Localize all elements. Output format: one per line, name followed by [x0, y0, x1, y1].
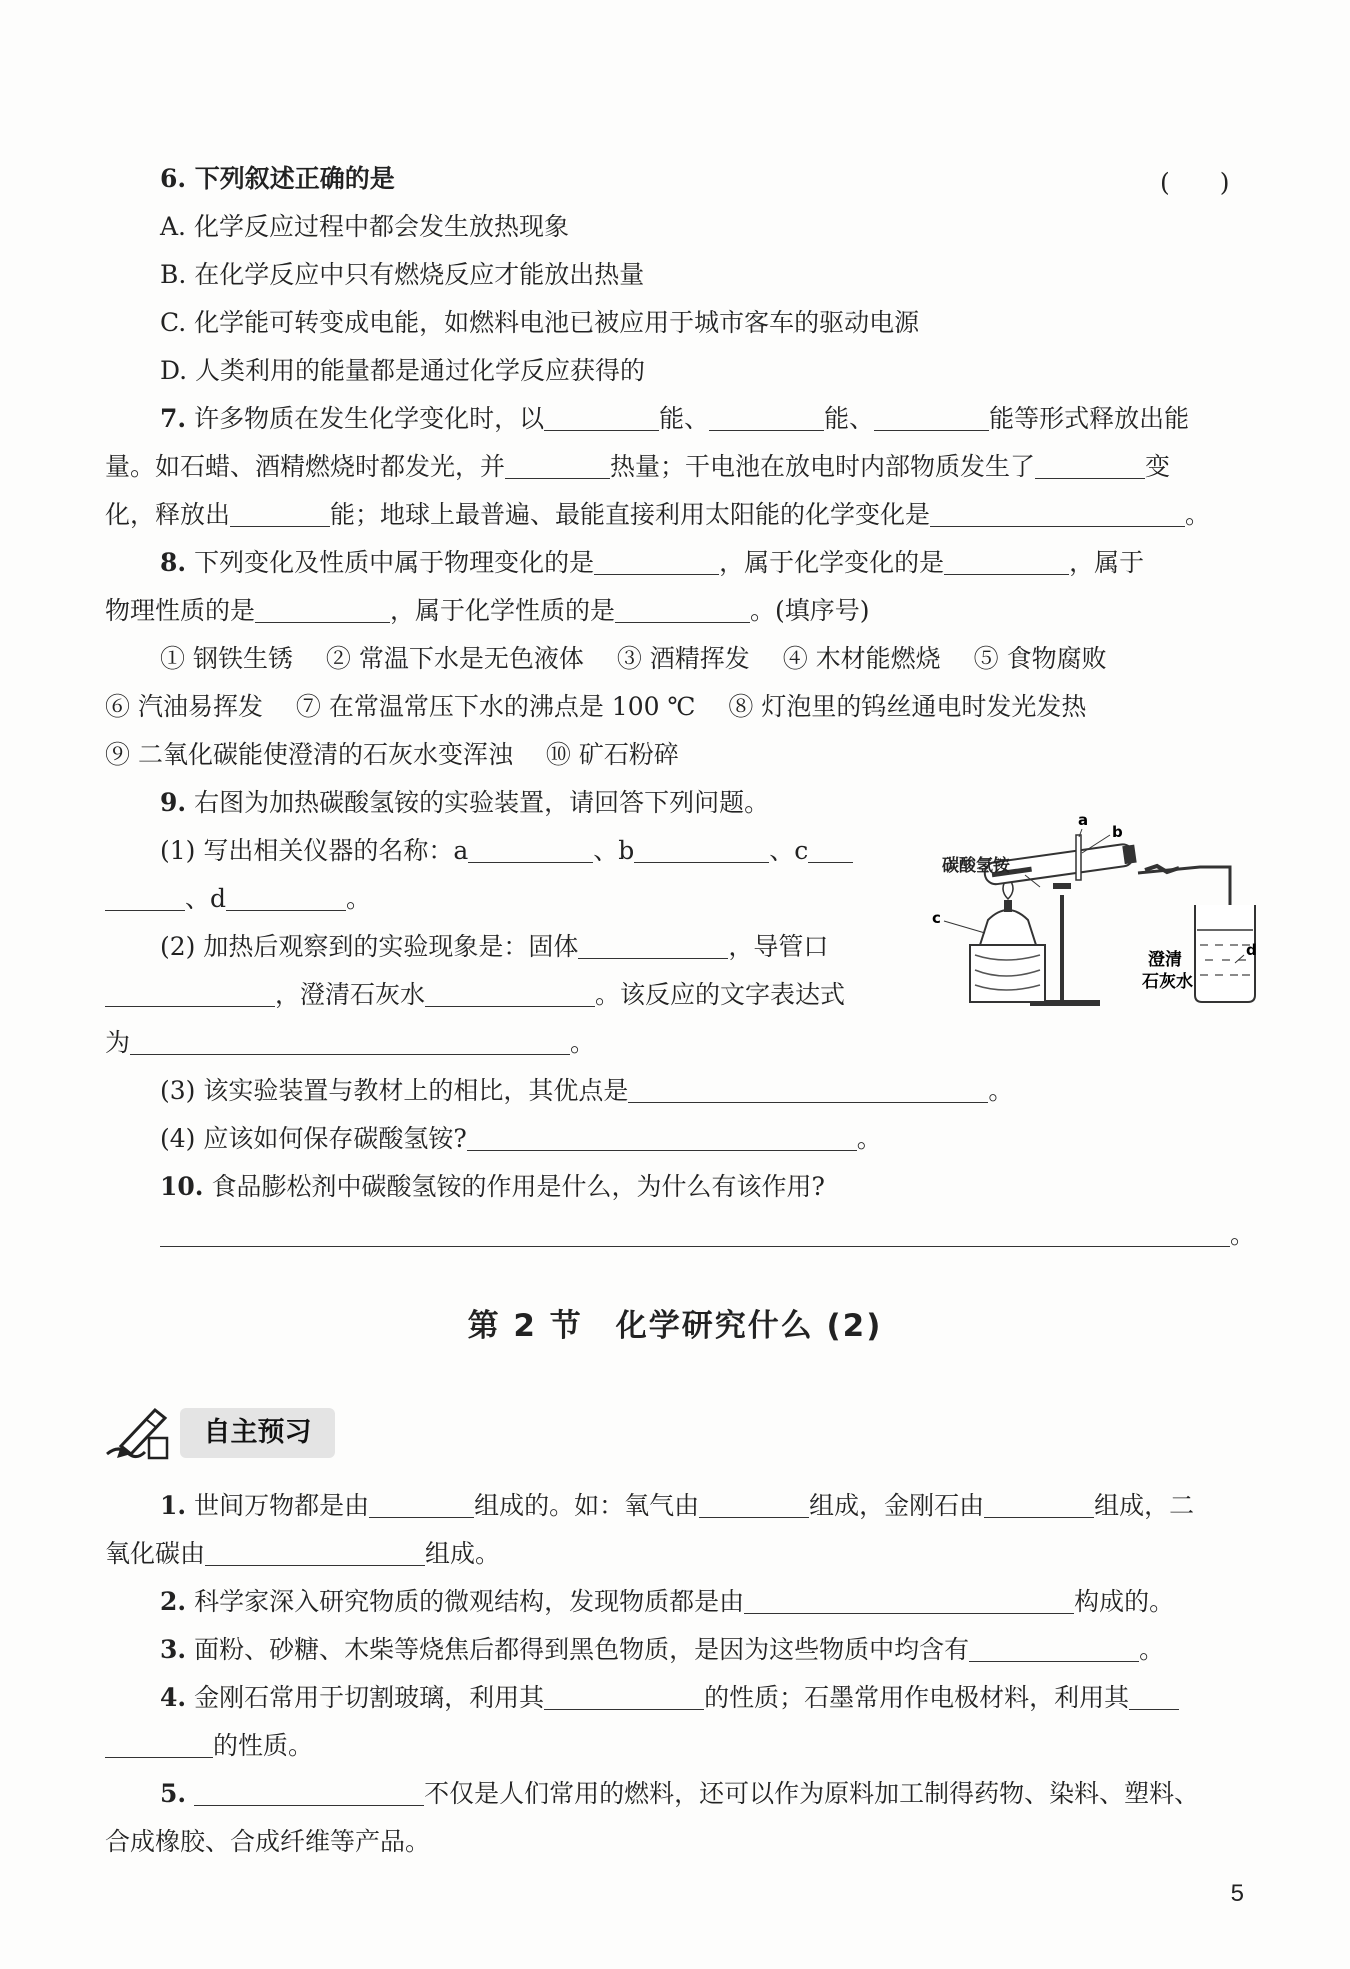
- q6-answer-bracket: ( ): [1160, 168, 1230, 197]
- p1-line-1: 1. 世间万物都是由 组成的。如：氧气由 组成，金刚石由 组成，二: [160, 1491, 1195, 1520]
- answer-blank[interactable]: [160, 1218, 1230, 1247]
- blank[interactable]: [744, 1585, 1074, 1614]
- blank[interactable]: [709, 402, 824, 431]
- blank[interactable]: [578, 930, 728, 959]
- q7-line-3: 化，释放出 能；地球上最普遍、最能直接利用太阳能的化学变化是 。: [105, 500, 1211, 529]
- p5-line-2: 合成橡胶、合成纤维等产品。: [105, 1827, 431, 1856]
- blank[interactable]: [369, 1489, 474, 1518]
- q8-line-1: 8. 下列变化及性质中属于物理变化的是 ，属于化学变化的是 ，属于: [160, 548, 1145, 577]
- q8-item: ⑤ 食物腐败: [973, 644, 1107, 673]
- q6-option-a: A. 化学反应过程中都会发生放热现象: [160, 212, 569, 241]
- q8-line-2: 物理性质的是 ，属于化学性质的是 。(填序号): [105, 596, 870, 625]
- label-water-2: 石灰水: [1142, 972, 1193, 992]
- q8-item: ⑦ 在常温常压下水的沸点是 100 ℃: [295, 692, 696, 721]
- q7-number: 7.: [160, 404, 187, 433]
- q9-sub2-line-3: 为 。: [105, 1028, 596, 1057]
- blank-b[interactable]: [634, 834, 769, 863]
- label-d: d: [1246, 941, 1257, 959]
- q8-item: ⑨ 二氧化碳能使澄清的石灰水变浑浊: [105, 740, 513, 769]
- p3-number: 3.: [160, 1635, 187, 1664]
- p1-line-2: 氧化碳由 组成。: [105, 1539, 501, 1568]
- q8-items-row-3: [105, 731, 1245, 779]
- blank[interactable]: [615, 594, 750, 623]
- q6-stem: [105, 155, 1245, 203]
- q8-number: 8.: [160, 548, 187, 577]
- p4-number: 4.: [160, 1683, 187, 1712]
- blank[interactable]: [230, 498, 330, 527]
- q9-sub4: (4) 应该如何保存碳酸氢铵? 。: [160, 1124, 882, 1153]
- q7-line-1: 7. 许多物质在发生化学变化时，以 能、 能、 能等形式释放出能: [160, 404, 1190, 433]
- wood-block: [970, 945, 1045, 1002]
- q8-item: ⑩ 矿石粉碎: [545, 740, 679, 769]
- blank[interactable]: [1129, 1681, 1179, 1710]
- q6-option-d: D. 人类利用的能量都是通过化学反应获得的: [160, 356, 646, 385]
- blank[interactable]: [984, 1489, 1094, 1518]
- stand-rod: [1060, 895, 1064, 1003]
- q8-item: ① 钢铁生锈: [160, 644, 293, 673]
- blank[interactable]: [255, 594, 390, 623]
- q8-item: ② 常温下水是无色液体: [325, 644, 584, 673]
- q10-stem: 10. 食品膨松剂中碳酸氢铵的作用是什么，为什么有该作用?: [160, 1172, 825, 1201]
- blank[interactable]: [699, 1489, 809, 1518]
- blank-a[interactable]: [468, 834, 593, 863]
- blank[interactable]: [628, 1074, 988, 1103]
- section-badge: 自主预习: [180, 1408, 335, 1458]
- q8-items-row-1: [105, 635, 1245, 683]
- blank[interactable]: [594, 546, 719, 575]
- q6-option-b: B. 在化学反应中只有燃烧反应才能放出热量: [160, 260, 645, 289]
- q8-items-row-2: [105, 683, 1245, 731]
- label-a: a: [1078, 811, 1089, 829]
- p5-line-1: 5. 不仅是人们常用的燃料，还可以作为原料加工制得药物、染料、塑料、: [160, 1779, 1200, 1808]
- label-water-1: 澄清: [1148, 950, 1182, 970]
- blank[interactable]: [544, 402, 659, 431]
- q9-sub3: (3) 该实验装置与教材上的相比，其优点是 。: [160, 1076, 1014, 1105]
- blank[interactable]: [930, 498, 1185, 527]
- blank[interactable]: [505, 450, 610, 479]
- alcohol-lamp: [980, 910, 1036, 945]
- p2-line: 2. 科学家深入研究物质的微观结构，发现物质都是由 构成的。: [160, 1587, 1175, 1616]
- p4-line-2: 的性质。: [105, 1722, 1245, 1770]
- blank[interactable]: [544, 1681, 704, 1710]
- blank[interactable]: [467, 1122, 857, 1151]
- label-c: c: [932, 909, 941, 927]
- p1-number: 1.: [160, 1491, 187, 1520]
- q9-stem: 9. 右图为加热碳酸氢铵的实验装置，请回答下列问题。: [160, 788, 770, 817]
- blank[interactable]: [205, 1537, 425, 1566]
- thermometer: [1076, 835, 1081, 880]
- q9-number: 9.: [160, 788, 187, 817]
- q8-item: ④ 木材能燃烧: [782, 644, 941, 673]
- blank-cont[interactable]: [105, 1729, 213, 1758]
- blank[interactable]: [425, 978, 595, 1007]
- q6-option-c: C. 化学能可转变成电能，如燃料电池已被应用于城市客车的驱动电源: [160, 308, 920, 337]
- q9-sub2-line-1: (2) 加热后观察到的实验现象是：固体 ，导管口: [160, 932, 829, 961]
- blank[interactable]: [1035, 450, 1145, 479]
- label-chemical: 碳酸氢铵: [942, 856, 1010, 876]
- q10-number: 10.: [160, 1172, 204, 1201]
- q9-sub1-line-2: 、d 。: [105, 875, 900, 923]
- blank-d[interactable]: [226, 882, 346, 911]
- blank[interactable]: [944, 546, 1069, 575]
- label-b: b: [1112, 823, 1123, 841]
- q6-stem-text: 6. 下列叙述正确的是: [160, 164, 395, 193]
- p2-number: 2.: [160, 1587, 187, 1616]
- apparatus-figure: [930, 805, 1260, 1020]
- q8-item: ⑥ 汽油易挥发: [105, 692, 263, 721]
- q9-sub2-line-2: ，澄清石灰水 。该反应的文字表达式: [105, 971, 900, 1019]
- q9-sub1-line-1: (1) 写出相关仪器的名称：a 、b 、c: [105, 827, 900, 875]
- pencil-writing-icon: [103, 1402, 173, 1462]
- blank[interactable]: [969, 1633, 1139, 1662]
- blank-c[interactable]: [808, 834, 853, 863]
- page-number: 5: [1230, 1880, 1244, 1907]
- p5-number: 5.: [160, 1779, 187, 1808]
- section-title: 第 2 节 化学研究什么 (2): [467, 1308, 883, 1344]
- blank[interactable]: [130, 1026, 570, 1055]
- q8-item: ⑧ 灯泡里的钨丝通电时发光发热: [728, 692, 1087, 721]
- blank-c-cont[interactable]: [105, 882, 185, 911]
- q8-item: ③ 酒精挥发: [616, 644, 750, 673]
- q7-line-2: 量。如石蜡、酒精燃烧时都发光，并 热量；干电池在放电时内部物质发生了 变: [105, 452, 1171, 481]
- blank[interactable]: [194, 1777, 424, 1806]
- q10-answer-line: 。: [105, 1211, 1245, 1259]
- p4-line-1: 4. 金刚石常用于切割玻璃，利用其 的性质；石墨常用作电极材料，利用其: [105, 1674, 1245, 1722]
- blank[interactable]: [105, 978, 275, 1007]
- blank[interactable]: [874, 402, 989, 431]
- p3-line: 3. 面粉、砂糖、木柴等烧焦后都得到黑色物质，是因为这些物质中均含有 。: [160, 1635, 1165, 1664]
